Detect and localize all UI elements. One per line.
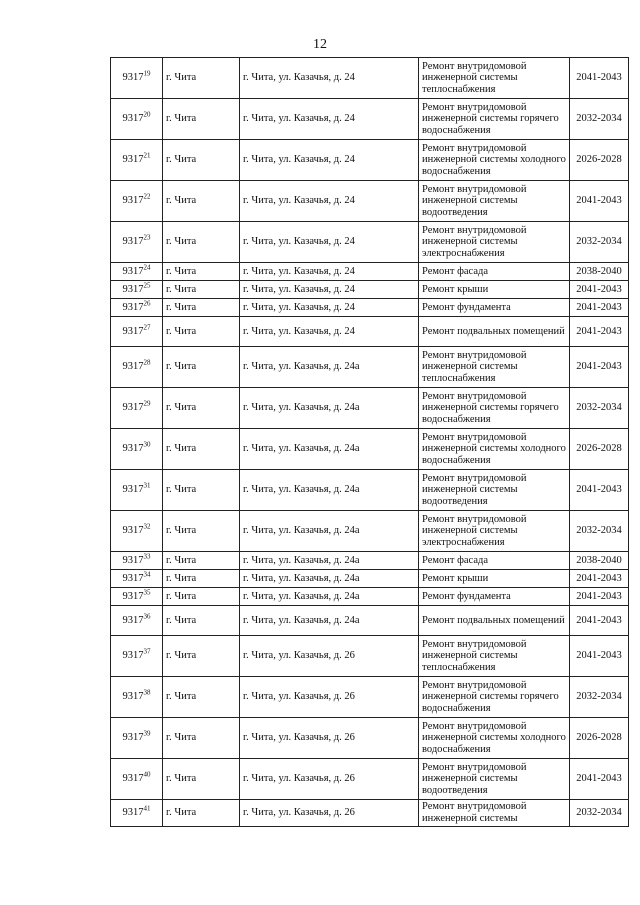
table-row [111, 800, 629, 827]
table-row [111, 759, 629, 800]
address-cell: г. Чита, ул. Казачья, д. 24а [240, 570, 419, 588]
period-cell: 2032-2034 [570, 800, 629, 827]
table-row [111, 429, 629, 470]
address-cell: г. Чита, ул. Казачья, д. 24а [240, 388, 419, 429]
item-number-suffix: 41 [143, 804, 151, 813]
table-row [111, 140, 629, 181]
item-number-suffix: 22 [143, 192, 151, 201]
address-cell: г. Чита, ул. Казачья, д. 24а [240, 511, 419, 552]
municipality-cell: г. Чита [163, 511, 240, 552]
work-type-text: Ремонт внутридомовой инженерной системы горячего водоснабжения [422, 390, 559, 425]
address-cell: г. Чита, ул. Казачья, д. 24а [240, 552, 419, 570]
work-type-text: Ремонт подвальных помещений [422, 614, 565, 626]
table-body [111, 58, 629, 827]
item-number-suffix: 30 [143, 440, 151, 449]
period-cell: 2041-2043 [570, 347, 629, 388]
municipality-cell: г. Чита [163, 140, 240, 181]
item-number: 9317$^{22}$ [111, 181, 163, 222]
work-type-text: Ремонт внутридомовой инженерной системы водоотведения [422, 472, 527, 507]
work-type-text: Ремонт внутридомовой инженерной системы электроснабжения [422, 513, 527, 548]
item-number-suffix: 39 [143, 729, 151, 738]
period-cell: 2026-2028 [570, 429, 629, 470]
item-number: 9317$^{20}$ [111, 99, 163, 140]
municipality-cell: г. Чита [163, 429, 240, 470]
item-number-suffix: 21 [143, 151, 151, 160]
table-row [111, 470, 629, 511]
work-type-cell [419, 99, 570, 140]
item-number-suffix: 25 [143, 281, 151, 290]
address-cell: г. Чита, ул. Казачья, д. 24а [240, 588, 419, 606]
address-cell: г. Чита, ул. Казачья, д. 24а [240, 470, 419, 511]
page-number: 12 [313, 37, 327, 52]
work-type-text: Ремонт фасада [422, 265, 489, 277]
item-number: 9317$^{31}$ [111, 470, 163, 511]
municipality-cell: г. Чита [163, 570, 240, 588]
item-number: 9317$^{24}$ [111, 263, 163, 281]
table-row [111, 511, 629, 552]
table-row [111, 317, 629, 347]
period-cell: 2041-2043 [570, 606, 629, 636]
item-number: 9317$^{36}$ [111, 606, 163, 636]
work-type-text: Ремонт подвальных помещений [422, 325, 565, 337]
table-row [111, 388, 629, 429]
table-row [111, 99, 629, 140]
work-type-cell [419, 317, 570, 347]
period-cell: 2041-2043 [570, 281, 629, 299]
work-type-cell [419, 181, 570, 222]
work-type-text: Ремонт внутридомовой инженерной системы водоотведения [422, 183, 527, 218]
item-number: 9317$^{33}$ [111, 552, 163, 570]
table-row [111, 181, 629, 222]
period-cell: 2038-2040 [570, 552, 629, 570]
item-number-suffix: 33 [143, 552, 151, 561]
period-cell: 2032-2034 [570, 99, 629, 140]
municipality-cell: г. Чита [163, 58, 240, 99]
municipality-cell: г. Чита [163, 181, 240, 222]
work-type-cell [419, 263, 570, 281]
municipality-cell: г. Чита [163, 677, 240, 718]
item-number-suffix: 36 [143, 612, 151, 621]
address-cell: г. Чита, ул. Казачья, д. 26 [240, 677, 419, 718]
work-type-cell [419, 470, 570, 511]
item-number: 9317$^{19}$ [111, 58, 163, 99]
table-row [111, 570, 629, 588]
item-number-suffix: 28 [143, 358, 151, 367]
period-cell: 2041-2043 [570, 588, 629, 606]
work-type-text: Ремонт внутридомовой инженерной системы теплоснабжения [422, 638, 527, 673]
period-cell: 2032-2034 [570, 222, 629, 263]
item-number: 9317$^{38}$ [111, 677, 163, 718]
period-cell: 2032-2034 [570, 388, 629, 429]
period-cell: 2041-2043 [570, 317, 629, 347]
period-cell: 2041-2043 [570, 636, 629, 677]
table-row [111, 588, 629, 606]
work-type-cell [419, 347, 570, 388]
work-type-cell [419, 718, 570, 759]
municipality-cell: г. Чита [163, 759, 240, 800]
item-number: 9317$^{37}$ [111, 636, 163, 677]
municipality-cell: г. Чита [163, 636, 240, 677]
period-cell: 2032-2034 [570, 677, 629, 718]
period-cell: 2041-2043 [570, 470, 629, 511]
item-number: 9317$^{35}$ [111, 588, 163, 606]
address-cell: г. Чита, ул. Казачья, д. 26 [240, 718, 419, 759]
table-row [111, 677, 629, 718]
table-row [111, 718, 629, 759]
item-number: 9317$^{34}$ [111, 570, 163, 588]
municipality-cell: г. Чита [163, 470, 240, 511]
item-number-suffix: 26 [143, 299, 151, 308]
address-cell: г. Чита, ул. Казачья, д. 24 [240, 140, 419, 181]
item-number: 9317$^{30}$ [111, 429, 163, 470]
table-row [111, 281, 629, 299]
municipality-cell: г. Чита [163, 606, 240, 636]
item-number: 9317$^{29}$ [111, 388, 163, 429]
address-cell: г. Чита, ул. Казачья, д. 24 [240, 181, 419, 222]
item-number-suffix: 37 [143, 647, 151, 656]
municipality-cell: г. Чита [163, 552, 240, 570]
work-type-text: Ремонт фундамента [422, 301, 511, 313]
municipality-cell: г. Чита [163, 347, 240, 388]
period-cell: 2041-2043 [570, 58, 629, 99]
item-number-suffix: 40 [143, 770, 151, 779]
period-cell: 2041-2043 [570, 181, 629, 222]
work-type-text: Ремонт крыши [422, 572, 489, 584]
municipality-cell: г. Чита [163, 388, 240, 429]
work-type-cell [419, 800, 570, 827]
address-cell: г. Чита, ул. Казачья, д. 26 [240, 800, 419, 827]
work-type-text: Ремонт внутридомовой инженерной системы теплоснабжения [422, 60, 527, 95]
work-type-text: Ремонт внутридомовой инженерной системы холодного водоснабжения [422, 142, 566, 177]
work-type-text: Ремонт внутридомовой инженерной системы холодного водоснабжения [422, 720, 566, 755]
period-cell: 2041-2043 [570, 759, 629, 800]
address-cell: г. Чита, ул. Казачья, д. 24 [240, 299, 419, 317]
work-type-cell [419, 759, 570, 800]
municipality-cell: г. Чита [163, 299, 240, 317]
work-type-text: Ремонт крыши [422, 283, 489, 295]
municipality-cell: г. Чита [163, 222, 240, 263]
address-cell: г. Чита, ул. Казачья, д. 24а [240, 347, 419, 388]
work-type-cell [419, 58, 570, 99]
municipality-cell: г. Чита [163, 588, 240, 606]
work-type-text: Ремонт фундамента [422, 590, 511, 602]
municipality-cell: г. Чита [163, 281, 240, 299]
address-cell: г. Чита, ул. Казачья, д. 24 [240, 99, 419, 140]
period-cell: 2041-2043 [570, 570, 629, 588]
period-cell: 2041-2043 [570, 299, 629, 317]
period-cell: 2038-2040 [570, 263, 629, 281]
item-number: 9317$^{23}$ [111, 222, 163, 263]
work-type-cell [419, 299, 570, 317]
item-number: 9317$^{21}$ [111, 140, 163, 181]
work-type-text: Ремонт фасада [422, 554, 489, 566]
item-number-suffix: 20 [143, 110, 151, 119]
item-number-suffix: 29 [143, 399, 151, 408]
table-row [111, 552, 629, 570]
item-number: 9317$^{40}$ [111, 759, 163, 800]
item-number-suffix: 19 [143, 69, 151, 78]
table-row [111, 299, 629, 317]
address-cell: г. Чита, ул. Казачья, д. 24а [240, 606, 419, 636]
address-cell: г. Чита, ул. Казачья, д. 24 [240, 263, 419, 281]
work-type-cell [419, 281, 570, 299]
item-number-suffix: 24 [143, 263, 151, 272]
table-row [111, 58, 629, 99]
work-type-cell [419, 570, 570, 588]
item-number-suffix: 34 [143, 570, 151, 579]
item-number-suffix: 31 [143, 481, 151, 490]
municipality-cell: г. Чита [163, 317, 240, 347]
address-cell: г. Чита, ул. Казачья, д. 24 [240, 281, 419, 299]
table-row [111, 263, 629, 281]
table-row [111, 636, 629, 677]
work-type-text: Ремонт внутридомовой инженерной системы [422, 801, 527, 824]
municipality-cell: г. Чита [163, 263, 240, 281]
work-type-cell [419, 429, 570, 470]
table-row [111, 347, 629, 388]
municipality-cell: г. Чита [163, 800, 240, 827]
address-cell: г. Чита, ул. Казачья, д. 26 [240, 759, 419, 800]
table-row [111, 222, 629, 263]
item-number: 9317$^{25}$ [111, 281, 163, 299]
address-cell: г. Чита, ул. Казачья, д. 24 [240, 222, 419, 263]
work-type-text: Ремонт внутридомовой инженерной системы горячего водоснабжения [422, 101, 559, 136]
work-type-cell [419, 140, 570, 181]
work-type-text: Ремонт внутридомовой инженерной системы горячего водоснабжения [422, 679, 559, 714]
address-cell: г. Чита, ул. Казачья, д. 24 [240, 58, 419, 99]
work-type-text: Ремонт внутридомовой инженерной системы электроснабжения [422, 224, 527, 259]
work-type-cell [419, 677, 570, 718]
address-cell: г. Чита, ул. Казачья, д. 24а [240, 429, 419, 470]
item-number: 9317$^{27}$ [111, 317, 163, 347]
municipality-cell: г. Чита [163, 718, 240, 759]
period-cell: 2032-2034 [570, 511, 629, 552]
address-cell: г. Чита, ул. Казачья, д. 24 [240, 317, 419, 347]
item-number-suffix: 32 [143, 522, 151, 531]
period-cell: 2026-2028 [570, 140, 629, 181]
repair-schedule-table [110, 57, 629, 827]
item-number-suffix: 23 [143, 233, 151, 242]
work-type-text: Ремонт внутридомовой инженерной системы водоотведения [422, 761, 527, 796]
municipality-cell: г. Чита [163, 99, 240, 140]
work-type-text: Ремонт внутридомовой инженерной системы теплоснабжения [422, 349, 527, 384]
item-number: 9317$^{26}$ [111, 299, 163, 317]
work-type-cell [419, 606, 570, 636]
work-type-cell [419, 511, 570, 552]
item-number: 9317$^{41}$ [111, 800, 163, 827]
address-cell: г. Чита, ул. Казачья, д. 26 [240, 636, 419, 677]
item-number: 9317$^{39}$ [111, 718, 163, 759]
item-number-suffix: 35 [143, 588, 151, 597]
work-type-cell [419, 552, 570, 570]
item-number: 9317$^{32}$ [111, 511, 163, 552]
work-type-cell [419, 222, 570, 263]
work-type-cell [419, 588, 570, 606]
table-row [111, 606, 629, 636]
period-cell: 2026-2028 [570, 718, 629, 759]
item-number-suffix: 27 [143, 323, 151, 332]
work-type-cell [419, 636, 570, 677]
work-type-text: Ремонт внутридомовой инженерной системы холодного водоснабжения [422, 431, 566, 466]
item-number-suffix: 38 [143, 688, 151, 697]
item-number: 9317$^{28}$ [111, 347, 163, 388]
work-type-cell [419, 388, 570, 429]
